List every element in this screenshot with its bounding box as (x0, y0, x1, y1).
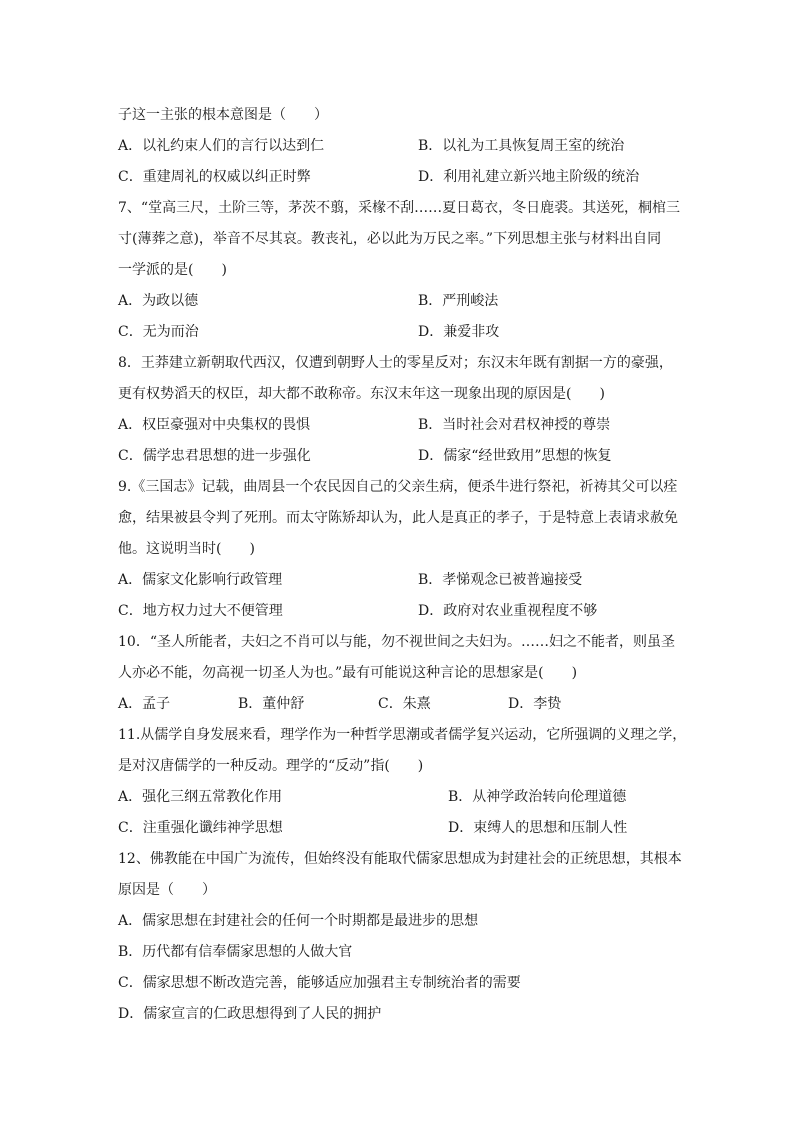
q12-option-a[interactable]: A．儒家思想在封建社会的任何一个时期都是最进步的思想 (118, 913, 479, 929)
q12-option-c[interactable]: C．儒家思想不断改造完善，能够适应加强君主专制统治者的需要 (118, 975, 521, 991)
q9-options-row-2 (118, 596, 698, 627)
question-list (118, 100, 698, 1030)
q12-stem-line-1: 12、佛教能在中国广为流传，但始终没有能取代儒家思想成为封建社会的正统思想，其根本 (118, 851, 682, 867)
q8-option-b[interactable]: B．当时社会对君权神授的尊崇 (418, 417, 611, 433)
q8-stem-line-1: 8．王莽建立新朝取代西汉，仅遭到朝野人士的零星反对；东汉末年既有割据一方的豪强， (118, 355, 673, 371)
q7-option-c[interactable]: C．无为而治 (118, 324, 199, 340)
q11-option-b[interactable]: B．从神学政治转向伦理道德 (448, 789, 627, 805)
q7-option-a[interactable]: A．为政以德 (118, 293, 199, 309)
q10-stem-line-1: 10．“圣人所能者，夫妇之不肖可以与能，勿不视世间之夫妇为。……妇之不能者，则虽圣 (118, 634, 675, 650)
q12-option-b[interactable]: B．历代都有信奉儒家思想的人做大官 (118, 944, 353, 960)
q7-stem-line-3: 一学派的是( ) (118, 262, 227, 278)
q11-options-row-1 (118, 782, 698, 813)
q8-option-c[interactable]: C．儒学忠君思想的进一步强化 (118, 448, 311, 464)
q6-stem: 子这一主张的根本意图是（ ） (118, 107, 328, 123)
q8-options-row-1 (118, 410, 698, 441)
q9-stem-line-2: 愈，结果被县令判了死刑。而太守陈矫却认为，此人是真正的孝子，于是特意上表请求赦免 (118, 510, 678, 526)
q6-option-b[interactable]: B．以礼为工具恢复周王室的统治 (418, 138, 625, 154)
q9-option-c[interactable]: C．地方权力过大不便管理 (118, 603, 283, 619)
q9-option-b[interactable]: B．孝悌观念已被普遍接受 (418, 572, 583, 588)
q11-stem-line-1: 11.从儒学自身发展来看，理学作为一种哲学思潮或者儒学复兴运动，它所强调的义理之学， (118, 727, 687, 743)
q9-stem-line-1: 9.《三国志》记载，曲周县一个农民因自己的父亲生病，便杀牛进行祭祀，祈祷其父可以痊 (118, 479, 678, 495)
q8-option-a[interactable]: A．权臣豪强对中央集权的畏惧 (118, 417, 311, 433)
q8-stem-line-2: 更有权势滔天的权臣，却大都不敢称帝。东汉末年这一现象出现的原因是( ) (118, 386, 605, 402)
q7-stem-line-1: 7、“堂高三尺，土阶三等，茅茨不翦，采椽不刮……夏日葛衣，冬日鹿裘。其送死，桐棺三 (118, 200, 681, 216)
q7-option-b[interactable]: B．严刑峻法 (418, 293, 499, 309)
q12-stem-line-2: 原因是（ ） (118, 882, 216, 898)
q8-option-d[interactable]: D．儒家“经世致用”思想的恢复 (418, 448, 612, 464)
q9-option-a[interactable]: A．儒家文化影响行政管理 (118, 572, 283, 588)
q11-option-a[interactable]: A．强化三纲五常教化作用 (118, 789, 283, 805)
q11-options-row-2 (118, 813, 698, 844)
q6-option-c[interactable]: C．重建周礼的权威以纠正时弊 (118, 169, 311, 185)
q9-option-d[interactable]: D．政府对农业重视程度不够 (418, 603, 598, 619)
q11-option-d[interactable]: D．束缚人的思想和压制人性 (448, 820, 628, 836)
q7-option-d[interactable]: D．兼爱非攻 (418, 324, 500, 340)
q11-stem-line-2: 是对汉唐儒学的一种反动。理学的“反动”指( ) (118, 758, 424, 774)
q10-stem-line-2: 人亦必不能，勿高视一切圣人为也。”最有可能说这种言论的思想家是( ) (118, 665, 578, 681)
q10-options-row (118, 689, 698, 720)
q8-options-row-2 (118, 441, 698, 472)
q6-options-row-2 (118, 162, 698, 193)
q9-stem-line-3: 他。这说明当时( ) (118, 541, 255, 557)
q10-option-b[interactable]: B．董仲舒 (238, 696, 305, 712)
q7-options-row-2 (118, 317, 698, 348)
q10-option-a[interactable]: A．孟子 (118, 696, 171, 712)
q10-option-c[interactable]: C．朱熹 (378, 696, 431, 712)
q11-option-c[interactable]: C．注重强化谶纬神学思想 (118, 820, 283, 836)
q7-options-row-1 (118, 286, 698, 317)
q7-stem-line-2: 寸(薄葬之意)，举音不尽其哀。教丧礼，必以此为万民之率。”下列思想主张与材料出自同 (118, 231, 662, 247)
q6-option-a[interactable]: A．以礼约束人们的言行以达到仁 (118, 138, 325, 154)
q6-option-d[interactable]: D．利用礼建立新兴地主阶级的统治 (418, 169, 640, 185)
q10-option-d[interactable]: D．李贽 (508, 696, 562, 712)
q9-options-row-1 (118, 565, 698, 596)
q12-option-d[interactable]: D．儒家宣言的仁政思想得到了人民的拥护 (118, 1006, 382, 1022)
q6-options-row-1 (118, 131, 698, 162)
